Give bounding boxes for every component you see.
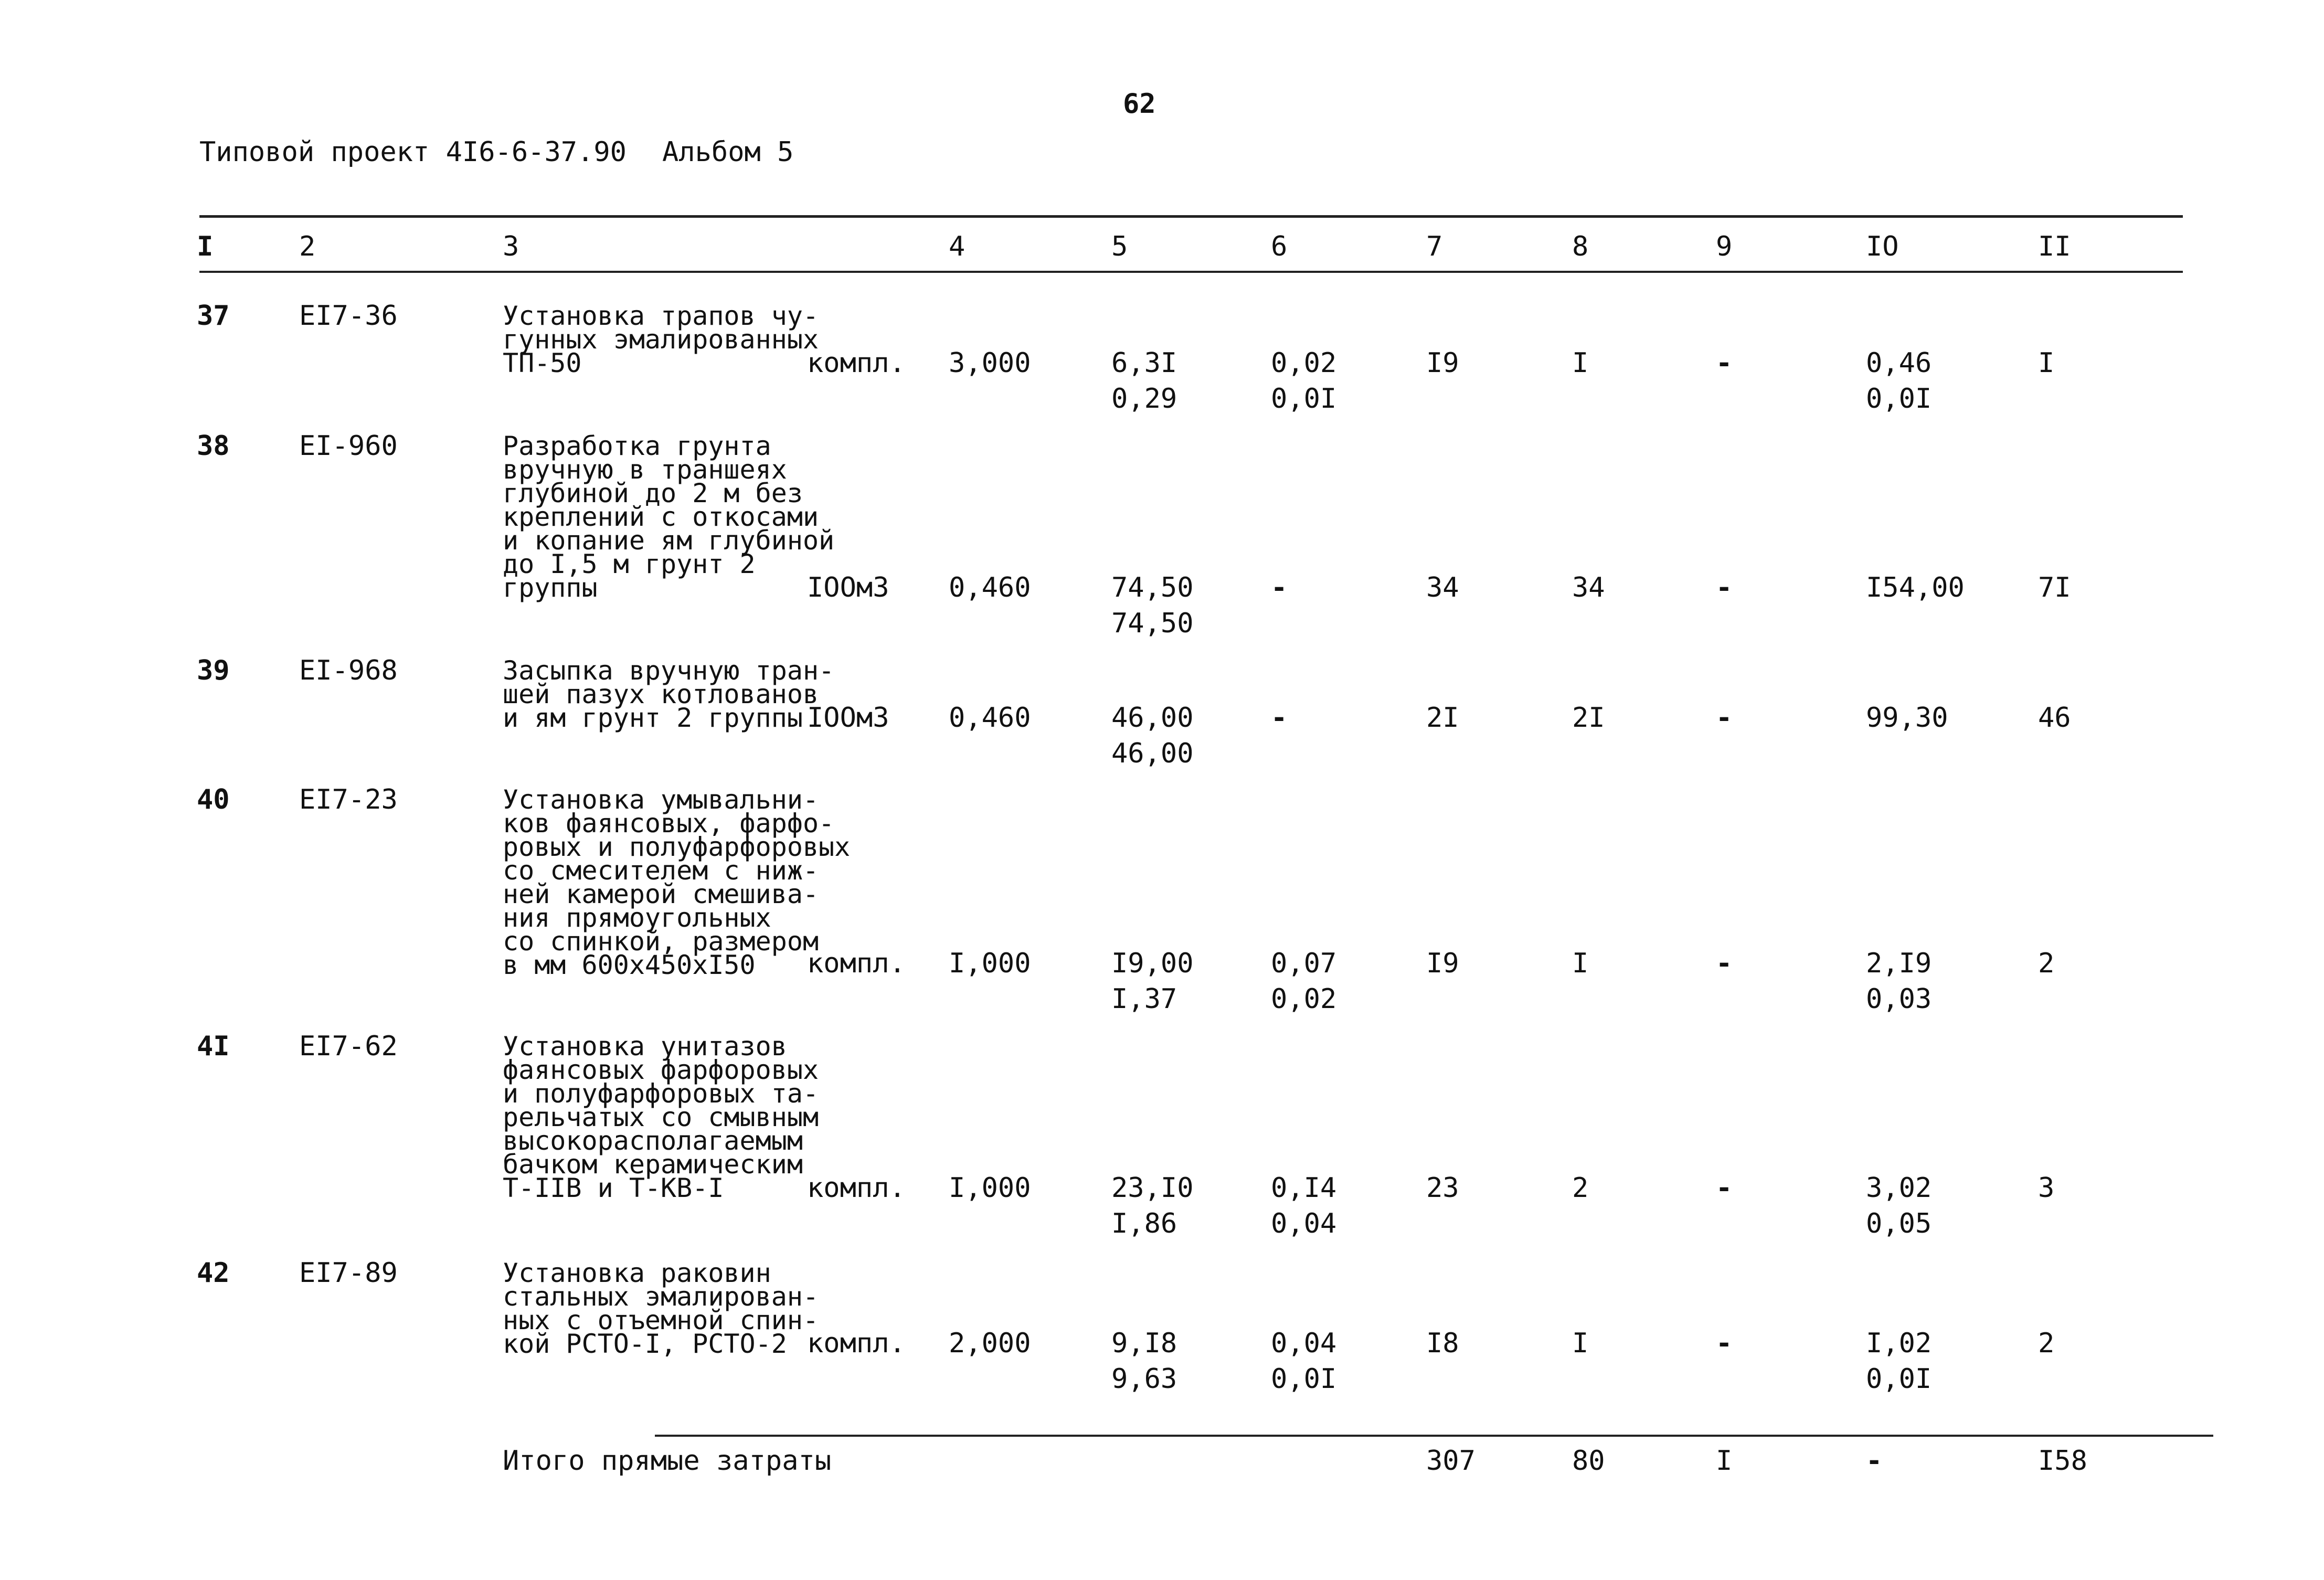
- col5-subvalue: 46,00: [1111, 738, 1194, 769]
- col11-value: I: [2038, 347, 2055, 379]
- col-header-3: 3: [503, 231, 519, 262]
- col6-subvalue: 0,0I: [1271, 383, 1337, 415]
- col10-value: 2,I9: [1866, 948, 1932, 979]
- quantity: 3,000: [949, 347, 1031, 379]
- col7-value: 2I: [1426, 702, 1459, 734]
- unit: компл.: [807, 1172, 906, 1204]
- col-header-10: IO: [1866, 231, 1899, 262]
- col10-value: I54,00: [1866, 572, 1965, 603]
- norm-code: EI-968: [299, 655, 398, 686]
- work-description: Установка трапов чу- гунных эмалированных ТП-50: [503, 301, 819, 378]
- col9-value: -: [1716, 948, 1733, 979]
- col5-subvalue: I,37: [1111, 983, 1177, 1015]
- col7-value: 23: [1426, 1172, 1459, 1204]
- norm-code: EI7-36: [299, 300, 398, 332]
- page-number: 62: [1123, 88, 1156, 120]
- col6-value: 0,I4: [1271, 1172, 1337, 1204]
- work-description: Установка раковин стальных эмалирован- ных с отъемной спин- кой PCTO-I, PCTO-2: [503, 1258, 819, 1359]
- total-rule: [655, 1435, 2213, 1437]
- norm-code: EI7-89: [299, 1257, 398, 1289]
- col10-subvalue: 0,0I: [1866, 1363, 1932, 1395]
- col-header-6: 6: [1271, 231, 1288, 262]
- col5-value: 9,I8: [1111, 1328, 1177, 1359]
- total-col7: 307: [1426, 1445, 1476, 1477]
- col6-subvalue: 0,02: [1271, 983, 1337, 1015]
- col9-value: -: [1716, 702, 1733, 734]
- total-col9: I: [1716, 1445, 1733, 1477]
- col6-value: -: [1271, 702, 1288, 734]
- unit: компл.: [807, 1328, 906, 1359]
- col-header-4: 4: [949, 231, 965, 262]
- quantity: 2,000: [949, 1328, 1031, 1359]
- col5-value: 46,00: [1111, 702, 1194, 734]
- col10-subvalue: 0,03: [1866, 983, 1932, 1015]
- col11-value: 2: [2038, 1328, 2055, 1359]
- work-description: Засыпка вручную тран- шей пазух котлованов и ям грунт 2 группы: [503, 655, 835, 733]
- col5-subvalue: 9,63: [1111, 1363, 1177, 1395]
- row-number: 38: [197, 430, 230, 462]
- quantity: 0,460: [949, 702, 1031, 734]
- row-number: 39: [197, 655, 230, 686]
- row-number: 40: [197, 784, 230, 815]
- col10-subvalue: 0,05: [1866, 1208, 1932, 1239]
- col6-value: 0,02: [1271, 347, 1337, 379]
- total-col11: I58: [2038, 1445, 2087, 1477]
- total-col8: 80: [1572, 1445, 1605, 1477]
- col-header-5: 5: [1111, 231, 1128, 262]
- total-col10: -: [1866, 1445, 1883, 1477]
- col5-value: I9,00: [1111, 948, 1194, 979]
- col10-subvalue: 0,0I: [1866, 383, 1932, 415]
- col-header-1: I: [197, 231, 214, 262]
- col6-value: 0,04: [1271, 1328, 1337, 1359]
- col8-value: I: [1572, 948, 1589, 979]
- col8-value: 2: [1572, 1172, 1589, 1204]
- col10-value: 0,46: [1866, 347, 1932, 379]
- col6-subvalue: 0,04: [1271, 1208, 1337, 1239]
- col11-value: 46: [2038, 702, 2071, 734]
- norm-code: EI-960: [299, 430, 398, 462]
- col5-value: 6,3I: [1111, 347, 1177, 379]
- col5-value: 23,I0: [1111, 1172, 1194, 1204]
- col-header-9: 9: [1716, 231, 1733, 262]
- header-bottom-rule: [199, 271, 2183, 273]
- work-description: Разработка грунта вручную в траншеях глубиной до 2 м без креплений с откосами и копание ям глубиной до I,5 м грунт 2 группы: [503, 431, 835, 603]
- col8-value: 34: [1572, 572, 1605, 603]
- col11-value: 7I: [2038, 572, 2071, 603]
- quantity: I,000: [949, 948, 1031, 979]
- row-number: 4I: [197, 1031, 230, 1062]
- col9-value: -: [1716, 1172, 1733, 1204]
- col-header-11: II: [2038, 231, 2071, 262]
- col6-subvalue: 0,0I: [1271, 1363, 1337, 1395]
- col5-subvalue: 0,29: [1111, 383, 1177, 415]
- col8-value: 2I: [1572, 702, 1605, 734]
- col11-value: 3: [2038, 1172, 2055, 1204]
- col5-subvalue: I,86: [1111, 1208, 1177, 1239]
- unit: компл.: [807, 347, 906, 379]
- row-number: 37: [197, 300, 230, 332]
- norm-code: EI7-23: [299, 784, 398, 815]
- col9-value: -: [1716, 572, 1733, 603]
- col10-value: I,02: [1866, 1328, 1932, 1359]
- album-label: Альбом 5: [662, 136, 794, 168]
- col5-value: 74,50: [1111, 572, 1194, 603]
- col-header-7: 7: [1426, 231, 1443, 262]
- unit: IOOм3: [807, 702, 889, 734]
- col7-value: I8: [1426, 1328, 1459, 1359]
- col9-value: -: [1716, 1328, 1733, 1359]
- project-title: Типовой проект 4I6-6-37.90: [199, 136, 627, 168]
- work-description: Установка умывальни- ков фаянсовых, фарфо- ровых и полуфарфоровых со смесителем с ниж- ней камерой смешива- ния прямоугольных со спинкой, размером в мм 600x450xI50: [503, 784, 851, 980]
- col5-subvalue: 74,50: [1111, 608, 1194, 639]
- col9-value: -: [1716, 347, 1733, 379]
- col8-value: I: [1572, 1328, 1589, 1359]
- unit: IOOм3: [807, 572, 889, 603]
- table-top-rule: [199, 215, 2183, 218]
- col7-value: I9: [1426, 347, 1459, 379]
- col7-value: 34: [1426, 572, 1459, 603]
- col10-value: 99,30: [1866, 702, 1948, 734]
- col8-value: I: [1572, 347, 1589, 379]
- unit: компл.: [807, 948, 906, 979]
- col7-value: I9: [1426, 948, 1459, 979]
- quantity: I,000: [949, 1172, 1031, 1204]
- work-description: Установка унитазов фаянсовых фарфоровых и полуфарфоровых та- рельчатых со смывным высокорасполагаемым бачком керамическим Т-IIB и Т-КВ-I: [503, 1031, 819, 1203]
- total-label: Итого прямые затраты: [503, 1445, 832, 1477]
- col10-value: 3,02: [1866, 1172, 1932, 1204]
- col-header-2: 2: [299, 231, 316, 262]
- norm-code: EI7-62: [299, 1031, 398, 1062]
- col6-value: 0,07: [1271, 948, 1337, 979]
- quantity: 0,460: [949, 572, 1031, 603]
- col11-value: 2: [2038, 948, 2055, 979]
- col6-value: -: [1271, 572, 1288, 603]
- row-number: 42: [197, 1257, 230, 1289]
- col-header-8: 8: [1572, 231, 1589, 262]
